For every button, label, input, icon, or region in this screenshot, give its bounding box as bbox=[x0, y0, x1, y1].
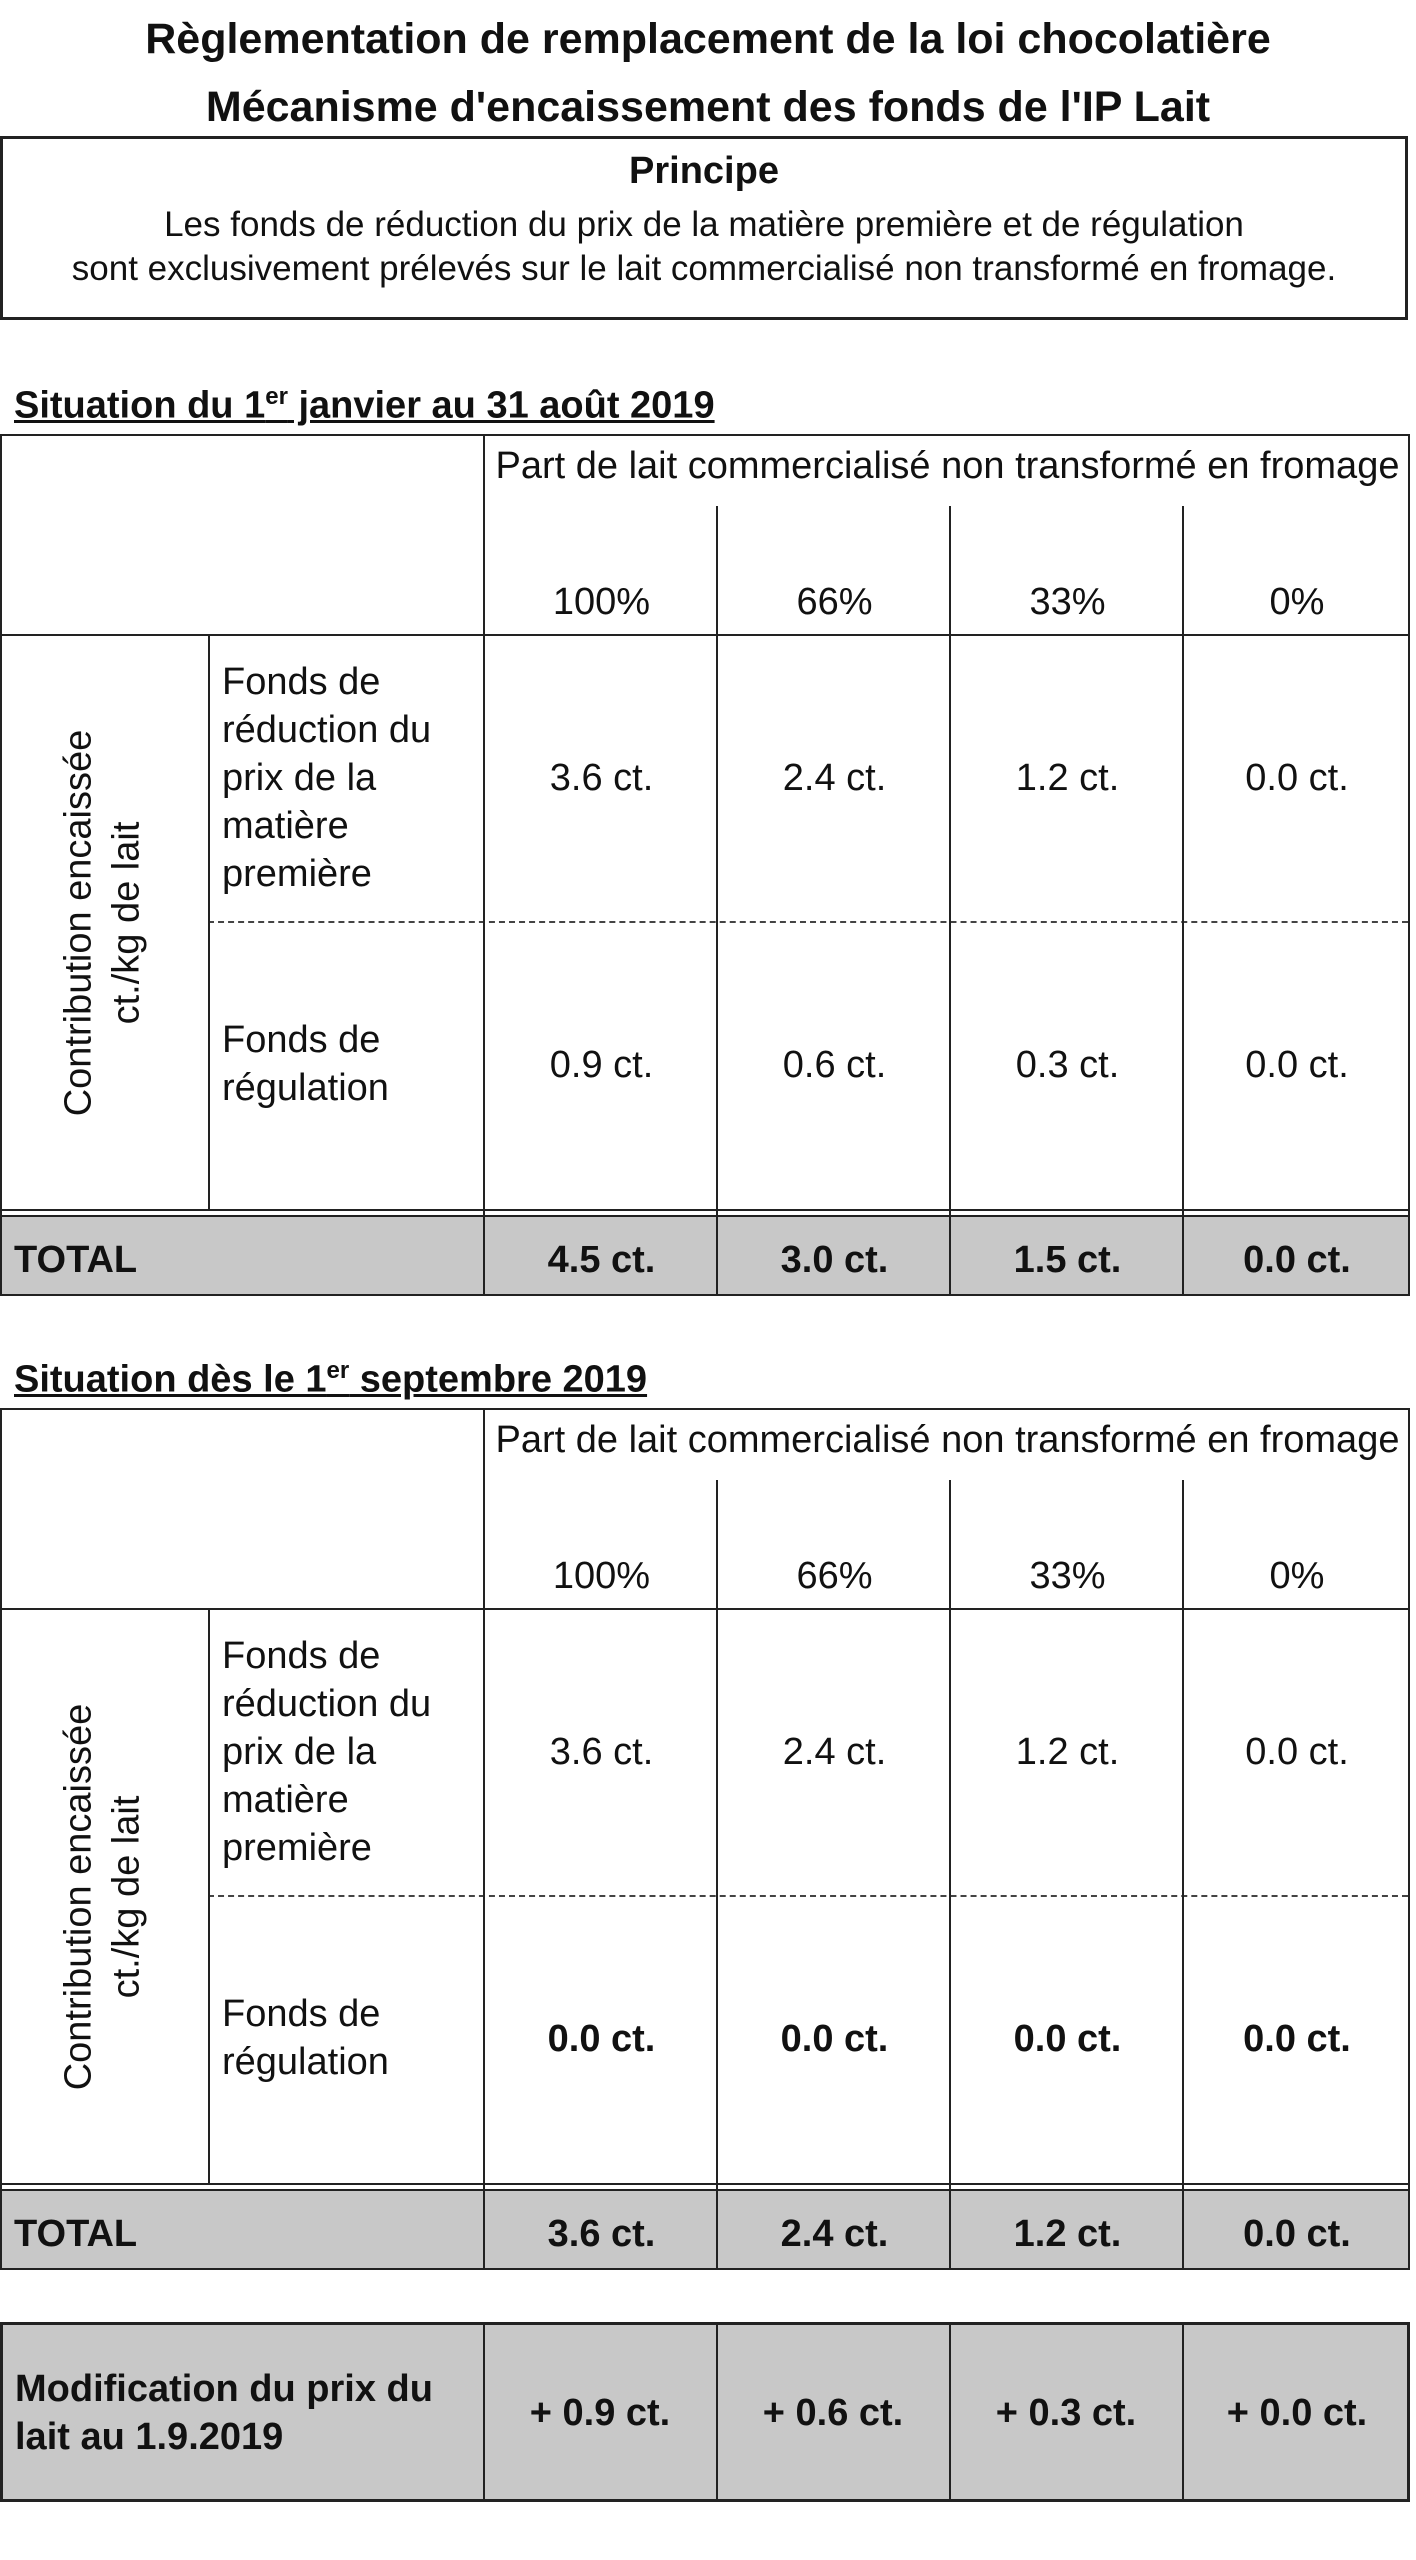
row2-value: 0.0 ct. bbox=[1245, 1044, 1349, 1086]
total-value: 3.0 ct. bbox=[780, 1239, 889, 1281]
section2-title: Situation dès le 1er septembre 2019 bbox=[14, 1357, 648, 1401]
row2-value: 0.0 ct. bbox=[547, 2018, 656, 2060]
row2-label: Fonds de bbox=[222, 1993, 381, 2035]
percent-header: 66% bbox=[796, 581, 873, 623]
modification-value: + 0.6 ct. bbox=[762, 2392, 904, 2434]
row1-value: 2.4 ct. bbox=[782, 1731, 887, 1773]
modification-label-line1: Modification du prix du bbox=[15, 2368, 433, 2410]
total-value: 0.0 ct. bbox=[1243, 2213, 1351, 2255]
row1-label: prix de la bbox=[222, 757, 377, 799]
principle-text-line2: sont exclusivement prélevés sur le lait commercialisé non transformé en fromage. bbox=[71, 249, 1337, 288]
percent-header: 0% bbox=[1269, 1555, 1325, 1597]
row1-label: première bbox=[222, 1827, 372, 1869]
modification-value: + 0.0 ct. bbox=[1226, 2392, 1368, 2434]
total-label: TOTAL bbox=[14, 2213, 138, 2255]
row1-label: réduction du bbox=[222, 709, 432, 751]
row1-value: 0.0 ct. bbox=[1245, 1731, 1349, 1773]
row-group-label: Contribution encaissée ct./kg de lait bbox=[57, 729, 148, 1117]
total-value: 3.6 ct. bbox=[547, 2213, 656, 2255]
total-value: 4.5 ct. bbox=[547, 1239, 656, 1281]
row2-label: régulation bbox=[222, 1067, 389, 1109]
row1-label: prix de la bbox=[222, 1731, 377, 1773]
total-value: 2.4 ct. bbox=[780, 2213, 889, 2255]
row2-value: 0.0 ct. bbox=[1013, 2018, 1122, 2060]
document-title: Règlementation de remplacement de la loi chocolatière bbox=[145, 15, 1271, 63]
row1-value: 2.4 ct. bbox=[782, 757, 887, 799]
row-group-label: Contribution encaissée ct./kg de lait bbox=[57, 1703, 148, 2091]
percent-header: 100% bbox=[552, 1555, 651, 1597]
section2-table bbox=[0, 1408, 1410, 2270]
row2-label: régulation bbox=[222, 2041, 389, 2083]
row2-value: 0.0 ct. bbox=[780, 2018, 889, 2060]
total-value: 1.5 ct. bbox=[1013, 1239, 1122, 1281]
row2-value: 0.3 ct. bbox=[1015, 1044, 1120, 1086]
percent-header: 33% bbox=[1029, 1555, 1106, 1597]
row1-value: 0.0 ct. bbox=[1245, 757, 1349, 799]
total-value: 0.0 ct. bbox=[1243, 1239, 1351, 1281]
price-modification-row bbox=[0, 2322, 1410, 2502]
percent-header: 66% bbox=[796, 1555, 873, 1597]
row1-value: 3.6 ct. bbox=[549, 757, 654, 799]
row1-label: réduction du bbox=[222, 1683, 432, 1725]
row1-label: matière bbox=[222, 1779, 349, 1821]
document-subtitle: Mécanisme d'encaissement des fonds de l'IP Lait bbox=[205, 83, 1211, 131]
row1-value: 3.6 ct. bbox=[549, 1731, 654, 1773]
row1-value: 1.2 ct. bbox=[1015, 1731, 1120, 1773]
row2-value: 0.0 ct. bbox=[1243, 2018, 1351, 2060]
row2-label: Fonds de bbox=[222, 1019, 381, 1061]
row2-value: 0.9 ct. bbox=[549, 1044, 654, 1086]
total-value: 1.2 ct. bbox=[1013, 2213, 1122, 2255]
section1-table bbox=[0, 434, 1410, 1296]
principle-heading: Principe bbox=[629, 150, 779, 192]
modification-value: + 0.3 ct. bbox=[995, 2392, 1137, 2434]
modification-label-line2: lait au 1.9.2019 bbox=[15, 2416, 284, 2458]
column-header: Part de lait commercialisé non transformé en fromage bbox=[495, 1419, 1400, 1461]
row1-label: matière bbox=[222, 805, 349, 847]
section1-title: Situation du 1er janvier au 31 août 2019 bbox=[14, 383, 715, 427]
total-label: TOTAL bbox=[14, 1239, 138, 1281]
row1-label: Fonds de bbox=[222, 1635, 381, 1677]
row1-value: 1.2 ct. bbox=[1015, 757, 1120, 799]
row1-label: première bbox=[222, 853, 372, 895]
principle-text-line1: Les fonds de réduction du prix de la matière première et de régulation bbox=[164, 205, 1244, 244]
percent-header: 33% bbox=[1029, 581, 1106, 623]
modification-value: + 0.9 ct. bbox=[529, 2392, 671, 2434]
row2-value: 0.6 ct. bbox=[782, 1044, 887, 1086]
percent-header: 100% bbox=[552, 581, 651, 623]
column-header: Part de lait commercialisé non transformé en fromage bbox=[495, 445, 1400, 487]
percent-header: 0% bbox=[1269, 581, 1325, 623]
principle-box bbox=[0, 136, 1408, 320]
row1-label: Fonds de bbox=[222, 661, 381, 703]
